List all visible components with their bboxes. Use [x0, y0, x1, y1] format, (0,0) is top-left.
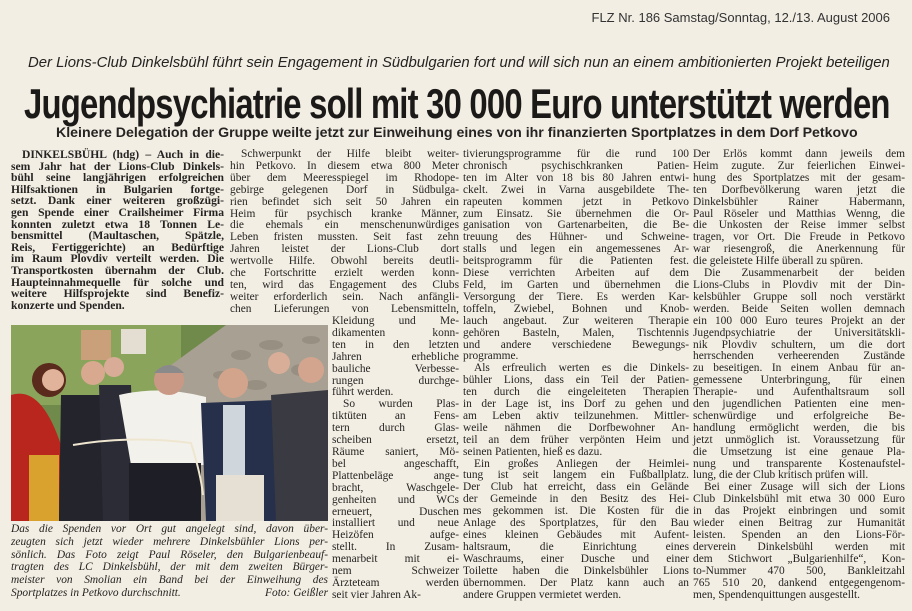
text-line: und andere verschiedene Bewegungs-	[463, 338, 689, 351]
text-line: ten, wird das Engagement des Clubs	[230, 278, 459, 291]
paragraph	[11, 149, 224, 311]
text-line: scheiben ersetzt,	[332, 434, 459, 447]
paragraph	[463, 363, 689, 458]
text-line: programme.	[463, 350, 519, 363]
text-line: Feld, im Garten und übernehmen die	[463, 278, 689, 291]
text-line: installiert und neue	[332, 517, 459, 530]
text-line: Ein großes Anliegen der Heimlei-	[474, 457, 689, 470]
text-line: Jahren erhebliche	[332, 350, 459, 363]
text-line: lung, die der Club kritisch prüfen will.	[693, 469, 869, 482]
text-line: Schwerpunkt der Hilfe bleibt weiter-	[241, 148, 459, 160]
text-line: tung ist seit langem ein Fußballplatz.	[463, 469, 689, 482]
text-line: zu beseitigen. In einem Anbau für an-	[693, 362, 905, 375]
text-line: weile nähmen die Dorfbewohner An-	[463, 421, 689, 434]
text-line: setzt. Dank einer weiteren großzügi-	[11, 194, 224, 208]
text-line: die Umsetzung ist eine genaue Pla-	[693, 445, 905, 458]
text-line: gemessene Unterbringung, für einen	[693, 374, 905, 387]
text-line: bracht, Waschgele-	[332, 481, 459, 494]
text-line: bensmittel (Maultaschen, Spätzle,	[11, 229, 224, 243]
text-line: chen Lieferungen von Lebensmitteln,	[230, 302, 459, 315]
text-line: sem Jahr hat der Lions-Club Dinkels-	[11, 159, 224, 173]
text-line: Jugendpsychiatrie der Universitätskli-	[693, 326, 905, 339]
text-line: treuung des Hühner- und Schweine-	[463, 231, 689, 244]
text-line: bauliche Verbesse-	[332, 362, 459, 375]
photo-caption	[11, 523, 328, 600]
paragraph	[693, 149, 905, 268]
text-line: nik Plovdiv schultern, um die dort	[693, 338, 905, 351]
text-line: weiter erforderlich sein. Nach anfängli-	[230, 290, 459, 303]
text-line: gebirge gelegenen Dorf in Südbulga-	[230, 183, 459, 196]
text-line: Versorgung der Tiere. Es werden Kar-	[463, 290, 689, 303]
text-line: haltsraum, die Einrichtung eines	[463, 540, 689, 553]
paragraph	[463, 149, 689, 363]
text-line: Der Club hat erreicht, dass ein Gelände	[463, 481, 689, 494]
paragraph	[332, 316, 459, 399]
text-line: zum Einsatz. Sie übernehmen die Or-	[463, 207, 689, 220]
text-line: den jugendlichen Patienten eine men-	[693, 398, 905, 411]
text-line: rien befindet sich seit 50 Jahren ein	[230, 195, 459, 208]
text-line: Hilfsaktionen in Bulgarien fortge-	[11, 182, 224, 196]
text-line: ein 100 000 Euro teures Projekt an der	[693, 314, 905, 327]
text-line: tragen, vor Ort. Die Freude in Petkovo	[693, 231, 905, 244]
text-line: die Unkosten der Reise immer selbst	[693, 219, 905, 232]
text-line: Die Zusammenarbeit der beiden	[704, 267, 905, 280]
text-line: ten durch die eingeleiteten Therapien	[463, 386, 689, 399]
column-3	[463, 149, 689, 601]
photo-credit: Foto: Geißler	[265, 586, 328, 599]
headline: Jugendpsychiatrie soll mit 30 000 Euro unterstützt werden	[24, 80, 890, 127]
text-line: Der Erlös kommt dann jeweils dem	[693, 148, 905, 160]
paragraph	[332, 399, 459, 601]
text-line: Kleidung und Me-	[332, 315, 459, 327]
text-line: Bei einer Zusage will sich der Lions	[704, 481, 905, 494]
text-line: hung des Sportplatzes mit der gesam-	[693, 171, 905, 184]
text-line: seinen Patienten, hieß es dazu.	[463, 445, 603, 458]
text-line: toffeln, Zwiebel, Bohnen und Knob-	[463, 302, 689, 315]
text-line: Leben fristen mussten. Seit fast zehn	[230, 231, 459, 244]
text-line: bühl seine langjährigen erfolgreichen	[11, 171, 224, 185]
text-line: die geleistete Hilfe überall zu spüren.	[693, 255, 864, 268]
text-line: chronisch psychischkranken Patien-	[463, 159, 689, 172]
kicker: Der Lions-Club Dinkelsbühl führt sein Engagement in Südbulgarien fort und will sich nun an einem ambitionierten Projekt beteiligen	[28, 54, 890, 71]
text-line: to-Nummer 470 500, Bankleitzahl	[693, 564, 905, 577]
text-line: eines kleinen Gebäudes mit Aufent-	[463, 529, 689, 541]
caption-line: sönlich. Das Foto zeigt Paul Röseler, den Bulgarienbeauf-	[11, 548, 328, 561]
text-line: dikamenten konn-	[332, 326, 459, 339]
text-line: Ärzteteam werden	[332, 576, 459, 589]
text-line: konnten zuletzt etwa 18 Tonnen Le-	[11, 217, 224, 231]
text-line: teil an dem früher verpönten Heim und	[463, 433, 689, 446]
dateline: FLZ Nr. 186 Samstag/Sonntag, 12./13. August 2006	[591, 10, 890, 25]
text-line: nem Schweizer	[332, 565, 459, 578]
text-line: ckelt. Zwei in Varna ausgebildete The-	[463, 183, 689, 196]
text-line: lauch angebaut. Zur weiteren Therapie	[463, 314, 689, 327]
ribbon-cutting-photo	[11, 325, 328, 521]
text-line: Anlage des Sportplatzes, für den Bau	[463, 517, 689, 530]
text-line: rungen durchge-	[332, 374, 459, 387]
text-line: mes gekommen ist. Die Kosten für die	[463, 505, 689, 518]
text-line: herrschenden verheerenden Zustände	[693, 350, 905, 363]
text-line: am Leben aktiv teilzunehmen. Mittler-	[463, 409, 689, 422]
text-line: gen Spende einer Crailsheimer Firma	[11, 205, 224, 219]
text-line: Paul Röseler und Matthias Wenng, die	[693, 207, 905, 220]
column-4	[693, 149, 905, 601]
paragraph	[463, 459, 689, 602]
text-line: men, Spendenquittungen ausgestellt.	[693, 588, 861, 601]
lead-paragraph	[11, 149, 224, 311]
text-line: werden. Beide Seiten wollen demnach	[693, 302, 905, 315]
text-line: tivierungsprogramme für die rund 100	[463, 148, 689, 160]
text-line: andere Gruppen vermietet werden.	[463, 588, 622, 601]
text-line: leisten. Spenden an den Lions-För-	[693, 529, 905, 541]
text-line: Toilette haben die Dinkelsbühler Lions	[463, 564, 689, 577]
text-line: erneuert, Duschen	[332, 505, 459, 518]
text-line: in das Projekt einbringen und somit	[693, 505, 905, 518]
text-line: che Fortschritte erzielt werden konn-	[230, 267, 459, 280]
text-line: im Raum Plovdiv verteilt werden. Die	[11, 252, 224, 266]
text-line: ten in den letzten	[332, 338, 459, 351]
text-line: genheiten und WCs	[332, 493, 459, 506]
subheadline: Kleinere Delegation der Gruppe weilte jetzt zur Einweihung eines von ihr finanzierten Sportplatzes in dem Dorf Petkovo	[56, 124, 858, 140]
caption-line: Sportplatzes in Petkovo durchschnitt.	[11, 586, 181, 599]
text-line: Reis, Fertiggerichte) an Bedürftige	[11, 240, 224, 254]
paragraph	[230, 149, 459, 316]
text-line: übernommen. Der Platz kann auch an	[463, 576, 689, 589]
article-photo	[11, 325, 328, 521]
caption-line: Das die Spenden vor Ort gut angelegt sind, davon über-	[11, 523, 328, 535]
text-line: wieder einen Beitrag zur Humanität	[693, 517, 905, 530]
caption-line: zeugten sich jetzt wieder mehrere Dinkelsbühler Lions per-	[11, 535, 328, 548]
text-line: Heim zugute. Zur feierlichen Einwei-	[693, 159, 905, 172]
text-line: ten Dorfbevölkerung waren jetzt die	[693, 183, 905, 196]
text-line: menarbeit mit ei-	[332, 553, 459, 566]
text-line: seit vier Jahren Ak-	[332, 588, 421, 601]
text-line: Transportkosten übernahm der Club.	[11, 263, 224, 277]
text-line: bel angeschafft,	[332, 457, 459, 470]
text-line: 765 510 20, dankend entgegengenom-	[693, 576, 905, 589]
text-line: jetzt unmöglich ist. Voraussetzung für	[693, 433, 905, 446]
text-line: Jahren leistet der Lions-Club dort	[230, 243, 459, 256]
text-line: war riesengroß, die Anerkennung für	[693, 243, 905, 256]
text-line: Dinkelsbühler Rainer Habermann,	[693, 195, 905, 208]
text-line: stalls und legen ein angemessenes Ar-	[463, 243, 689, 256]
paragraph	[693, 482, 905, 601]
text-line: stellt. In Zusam-	[332, 541, 459, 554]
text-line: beitsprogramm für die Patienten fest.	[463, 255, 689, 268]
text-line: der Gemeinde in den Besitz des Hei-	[463, 493, 689, 506]
text-line: Therapie- und Aufenthaltsraum soll	[693, 386, 905, 399]
text-line: Lions-Clubs in Plovdiv mit der Din-	[693, 278, 905, 291]
text-line: Heizöfen aufge-	[332, 529, 459, 542]
text-line: rapeuten kommen jetzt in Petkovo	[463, 195, 689, 208]
text-line: ganisation von Gartenarbeiten, die Be-	[463, 219, 689, 232]
text-line: handlung ermöglicht werden, die bis	[693, 421, 905, 434]
text-line: gehören Basteln, Malen, Tischtennis	[463, 326, 689, 339]
text-line: nung und transparente Kostenaufstel-	[693, 457, 905, 470]
text-line: Haupteinnahmequelle für solche und	[11, 275, 224, 289]
text-line: Räume saniert, Mö-	[332, 445, 459, 458]
text-line: schenwürdige und erfolgreiche Be-	[693, 409, 905, 422]
text-line: tiktüten an Fens-	[332, 410, 459, 423]
text-line: dem Stichwort „Bulgarienhilfe“, Kon-	[693, 552, 905, 565]
text-line: Heim für psychisch kranke Männer,	[230, 207, 459, 220]
text-line: derverein Dinkelsbühl werden mit	[693, 540, 905, 553]
column-2-bottom	[332, 316, 459, 602]
text-line: DINKELSBÜHL (hdg) – Auch in die-	[22, 148, 224, 161]
text-line: hin Petkovo. In diesem etwa 800 Meter	[230, 159, 459, 172]
caption-line: tragten des LC Dinkelsbühl, der mit dem zweiten Bürger-	[11, 561, 328, 574]
paragraph	[693, 268, 905, 482]
column-2-top	[230, 149, 459, 316]
text-line: Waschraums, einer Dusche und einer	[463, 552, 689, 565]
text-line: tern durch Glas-	[332, 422, 459, 435]
text-line: Diese verrichten Arbeiten auf dem	[463, 267, 689, 280]
text-line: Plattenbeläge ange-	[332, 469, 459, 482]
text-line: wertvolle Hilfe. Obwohl bereits deutli-	[230, 255, 459, 268]
text-line: Als erfreulich werten es die Dinkels-	[474, 362, 689, 375]
text-line: bühler Lions, dass ein Teil der Patien-	[463, 374, 689, 387]
text-line: in der Lage ist, ins Dorf zu gehen und	[463, 398, 689, 411]
text-line: über dem Meeresspiegel im Rhodope-	[230, 171, 459, 184]
text-line: die ehemals ein menschenunwürdiges	[230, 219, 459, 232]
text-line: konzerte und Spenden.	[11, 298, 125, 312]
text-line: weitere Hilfsprojekte sind Benefiz-	[11, 287, 224, 301]
caption-line: meister von Smolian ein Band bei der Einweihung des	[11, 574, 328, 587]
text-line: ten im Alter von 18 bis 80 Jahren entwi-	[463, 171, 689, 184]
text-line: kelsbühler Gruppe soll noch verstärkt	[693, 290, 905, 303]
text-line: Club Dinkelsbühl mit etwa 30 000 Euro	[693, 493, 905, 506]
text-line: führt werden.	[332, 386, 394, 399]
text-line: So wurden Plas-	[343, 398, 459, 411]
